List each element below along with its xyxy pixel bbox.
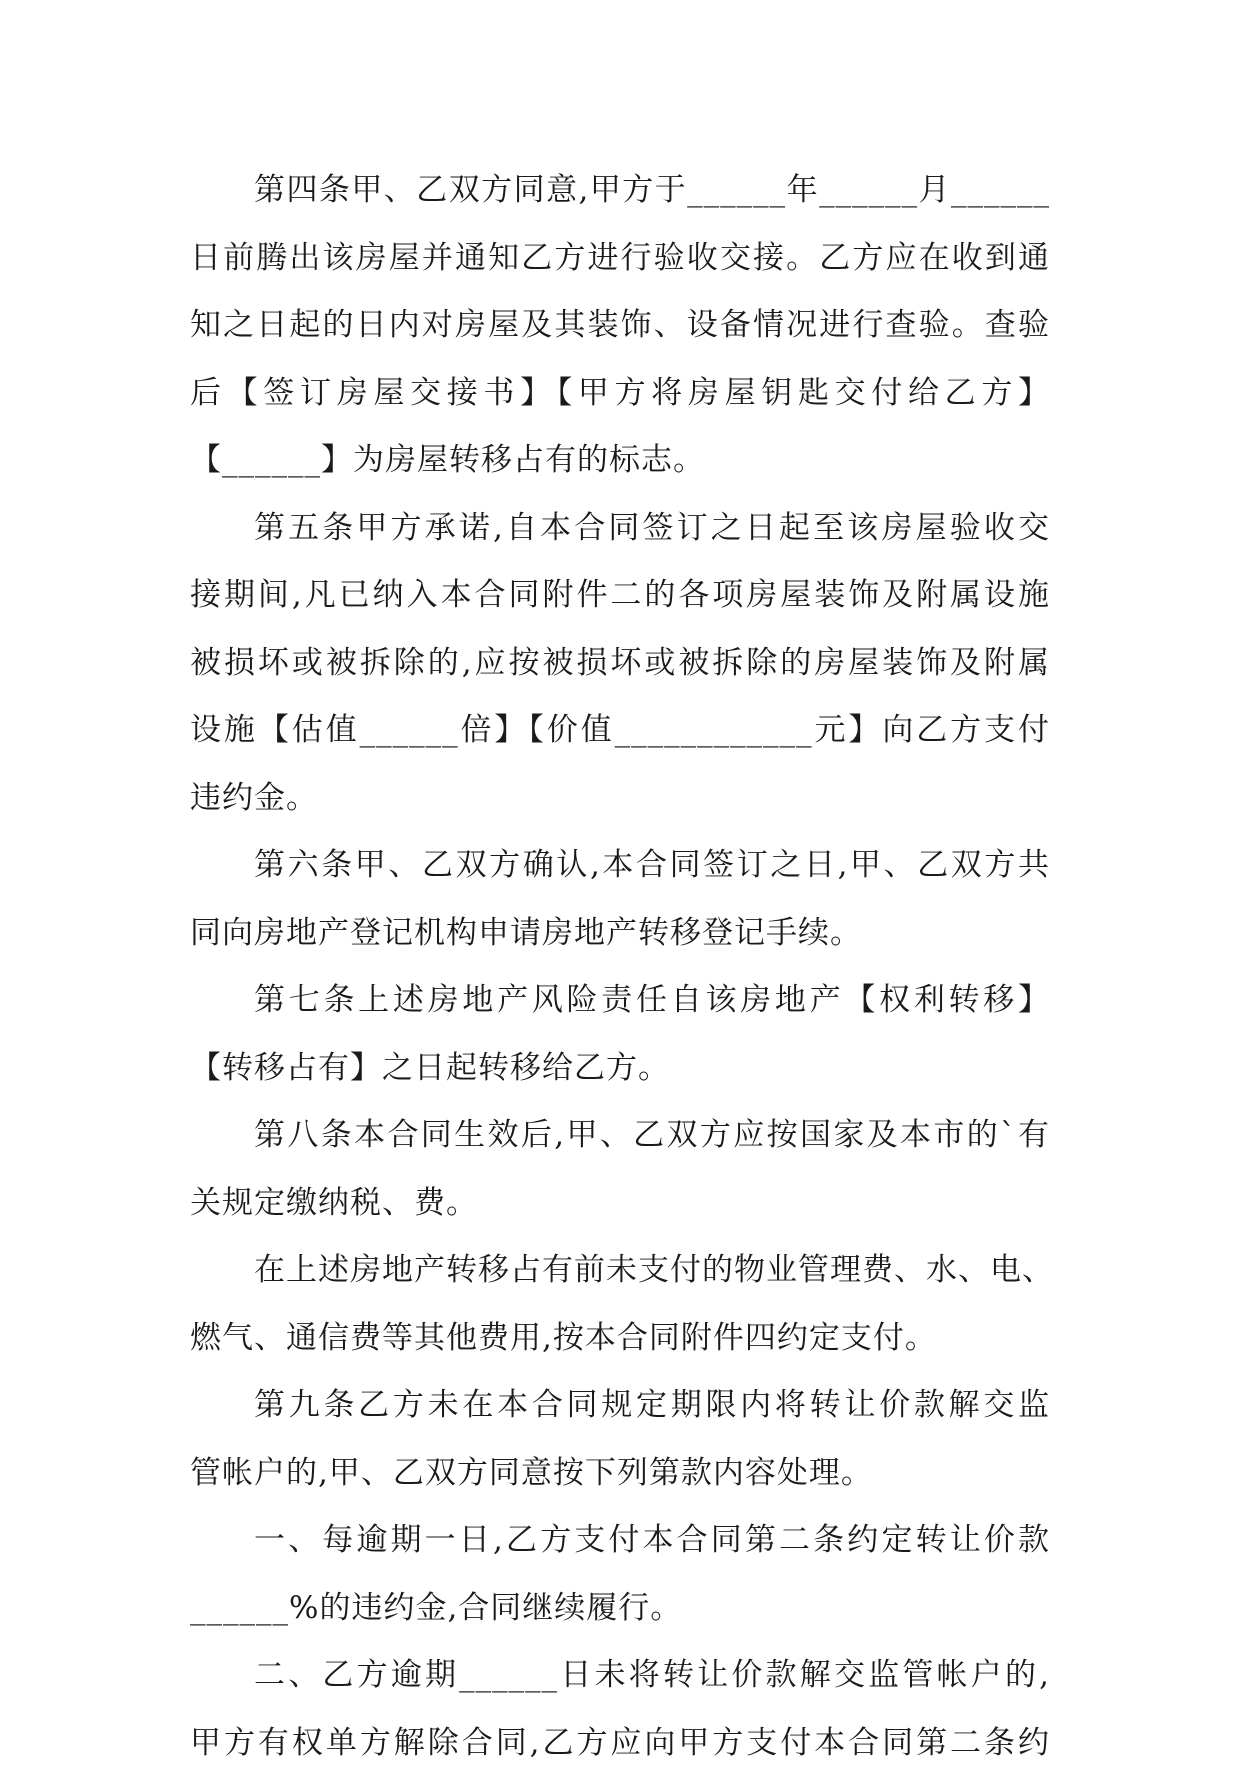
text-line: 第五条甲方承诺,自本合同签订之日起至该房屋验收交 [190, 495, 1050, 563]
contract-text [190, 157, 1050, 1777]
text-line: 日前腾出该房屋并通知乙方进行验收交接。乙方应在收到通 [190, 225, 1050, 293]
text-line: 第九条乙方未在本合同规定期限内将转让价款解交监 [190, 1372, 1050, 1440]
text-line: 知之日起的日内对房屋及其装饰、设备情况进行查验。查验 [190, 292, 1050, 360]
text-line: 关规定缴纳税、费。 [190, 1170, 1050, 1238]
text-line: 第四条甲、乙双方同意,甲方于______年______月______ [190, 157, 1050, 225]
text-line: 接期间,凡已纳入本合同附件二的各项房屋装饰及附属设施 [190, 562, 1050, 630]
text-line: 被损坏或被拆除的,应按被损坏或被拆除的房屋装饰及附属 [190, 630, 1050, 698]
text-line: 在上述房地产转移占有前未支付的物业管理费、水、电、 [190, 1237, 1050, 1305]
text-line: 设施【估值______倍】【价值____________元】向乙方支付 [190, 697, 1050, 765]
text-line: 第七条上述房地产风险责任自该房地产【权利转移】 [190, 967, 1050, 1035]
text-line: ______%的违约金,合同继续履行。 [190, 1575, 1050, 1643]
text-line: 后【签订房屋交接书】【甲方将房屋钥匙交付给乙方】 [190, 360, 1050, 428]
text-line: 违约金。 [190, 765, 1050, 833]
text-line: 【转移占有】之日起转移给乙方。 [190, 1035, 1050, 1103]
text-line: 第八条本合同生效后,甲、乙双方应按国家及本市的`有 [190, 1102, 1050, 1170]
text-line: 一、每逾期一日,乙方支付本合同第二条约定转让价款 [190, 1507, 1050, 1575]
text-line: 【______】为房屋转移占有的标志。 [190, 427, 1050, 495]
text-line: 管帐户的,甲、乙双方同意按下列第款内容处理。 [190, 1440, 1050, 1508]
text-line: 甲方有权单方解除合同,乙方应向甲方支付本合同第二条约 [190, 1710, 1050, 1777]
text-line: 燃气、通信费等其他费用,按本合同附件四约定支付。 [190, 1305, 1050, 1373]
text-line: 同向房地产登记机构申请房地产转移登记手续。 [190, 900, 1050, 968]
text-line: 二、乙方逾期______日未将转让价款解交监管帐户的, [190, 1642, 1050, 1710]
text-line: 第六条甲、乙双方确认,本合同签订之日,甲、乙双方共 [190, 832, 1050, 900]
